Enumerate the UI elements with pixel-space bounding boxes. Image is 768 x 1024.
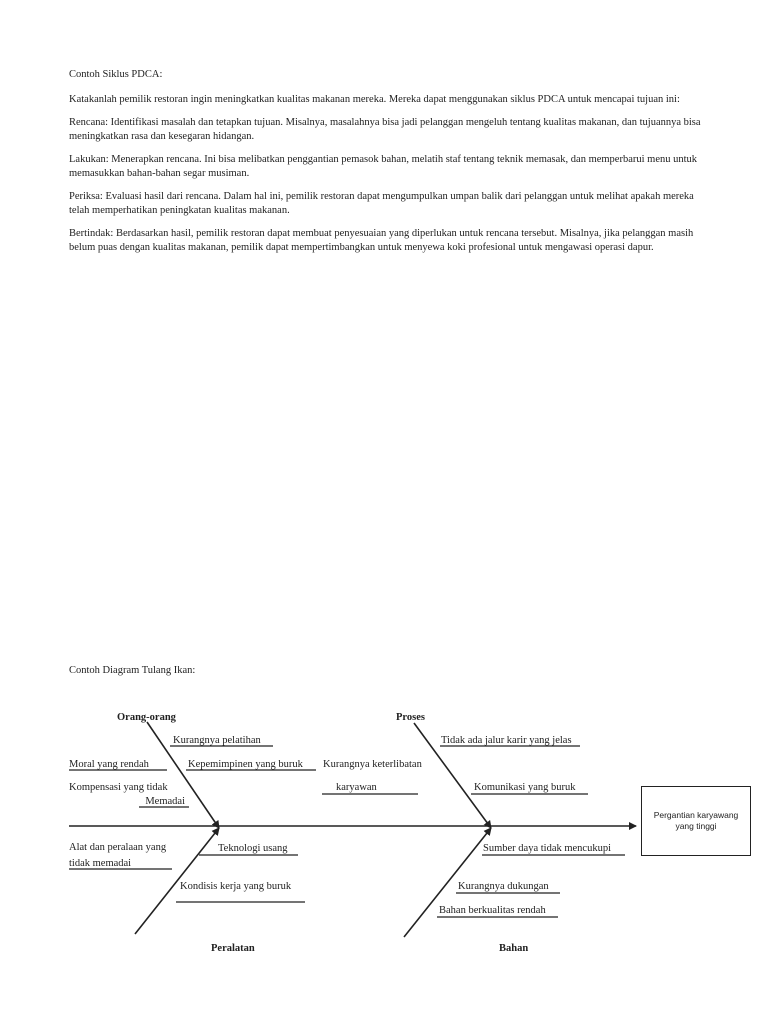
pdca-do: Lakukan: Menerapkan rencana. Ini bisa melibatkan penggantian pemasok bahan, melatih staf tentang teknik memasak, dan memperbarui menu untuk memasukkan bahan-bahan segar musiman. xyxy=(69,154,698,179)
cause-materials-1: Sumber daya tidak mencukupi xyxy=(483,843,612,854)
cause-equipment-2: Teknologi usang xyxy=(218,843,288,854)
cause-materials-2: Kurangnya dukungan xyxy=(458,881,549,892)
pdca-plan: Rencana: Identifikasi masalah dan tetapkan tujuan. Misalnya, masalahnya bisa jadi pelanggan mengeluh tentang kualitas makanan, dan tujuannya bisa meningkatkan rasa dan kesegaran hidangan. xyxy=(69,117,701,142)
cause-process-3: Komunikasi yang buruk xyxy=(474,782,576,793)
pdca-intro: Katakanlah pemilik restoran ingin meningkatkan kualitas makanan mereka. Mereka dapat menggunakan siklus PDCA untuk mencapai tujuan ini: xyxy=(69,93,680,105)
cause-people-4a: Kompensasi yang tidak xyxy=(69,782,168,793)
pdca-act: Bertindak: Berdasarkan hasil, pemilik restoran dapat membuat penyesuaian yang diperlukan untuk rencana tersebut. Misalnya, jika pelanggan masih belum puas dengan kualitas makanan, pemilik dapat mempertimbangkan untuk menyewa koki profesional untuk mengawasi operasi dapur. xyxy=(69,228,694,253)
cause-process-2b: karyawan xyxy=(336,782,377,793)
cause-process-1: Tidak ada jalur karir yang jelas xyxy=(441,735,572,746)
cause-process-2a: Kurangnya keterlibatan xyxy=(323,759,422,770)
category-process: Proses xyxy=(396,712,425,723)
category-people: Orang-orang xyxy=(117,712,176,723)
cause-people-3: Kepemimpinen yang buruk xyxy=(188,759,303,770)
cause-people-4b: Memadai xyxy=(145,796,185,807)
category-materials: Bahan xyxy=(499,943,529,954)
effect-box xyxy=(641,786,751,856)
cause-equipment-1a: Alat dan peralaan yang xyxy=(69,842,167,853)
effect-label: Pergantian karyawang yang tinggi xyxy=(653,810,739,831)
pdca-check: Periksa: Evaluasi hasil dari rencana. Dalam hal ini, pemilik restoran dapat mengumpulkan umpan balik dari pelanggan untuk melihat apakah mereka telah memperhatikan peningkatan kualitas makanan. xyxy=(69,191,694,216)
fishbone-title: Contoh Diagram Tulang Ikan: xyxy=(69,665,196,676)
cause-people-2: Moral yang rendah xyxy=(69,759,149,770)
category-equipment: Peralatan xyxy=(211,943,255,954)
cause-equipment-3: Kondisis kerja yang buruk xyxy=(180,881,292,892)
cause-equipment-1b: tidak memadai xyxy=(69,858,132,869)
cause-people-1: Kurangnya pelatihan xyxy=(173,735,261,746)
cause-materials-3: Bahan berkualitas rendah xyxy=(439,905,546,916)
pdca-title: Contoh Siklus PDCA: xyxy=(69,69,163,80)
